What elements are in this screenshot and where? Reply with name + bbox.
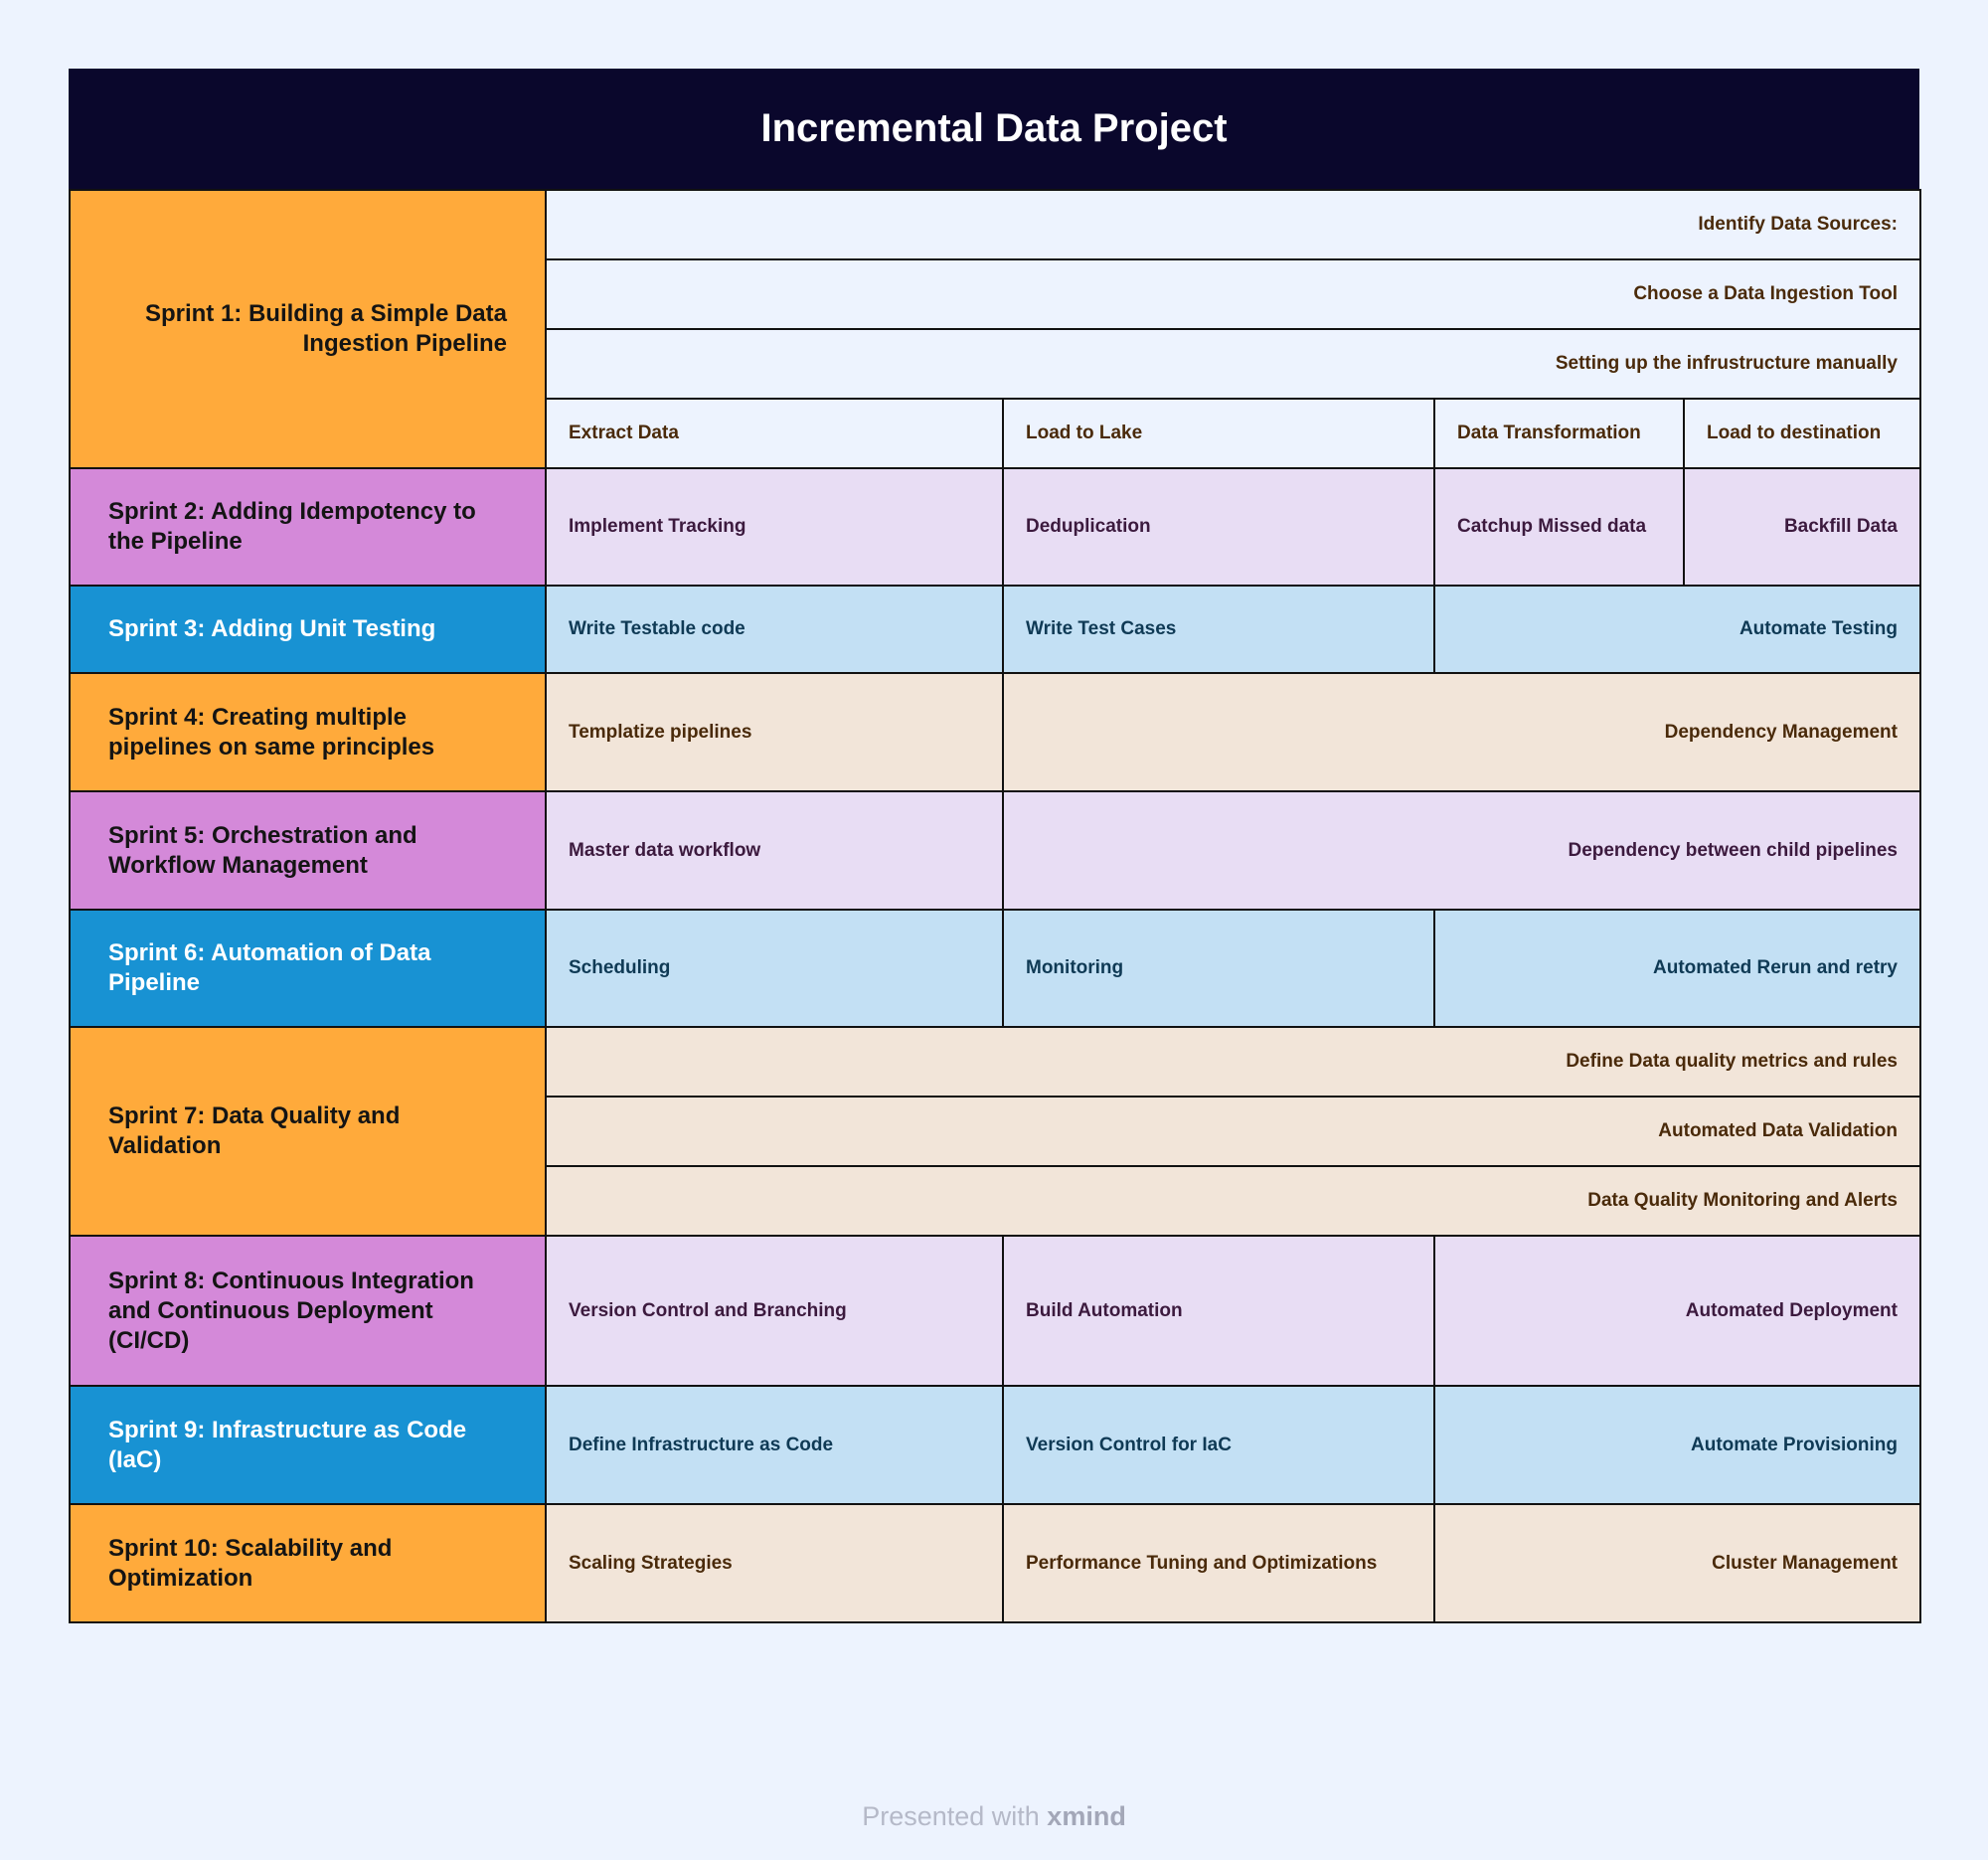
task-cell: Define Data quality metrics and rules [545, 1026, 1921, 1098]
sprint-header: Sprint 8: Continuous Integration and Continuous Deployment (CI/CD) [69, 1235, 547, 1387]
sprint-header: Sprint 4: Creating multiple pipelines on same principles [69, 672, 547, 792]
sprint-header: Sprint 9: Infrastructure as Code (IaC) [69, 1385, 547, 1505]
task-cell: Master data workflow [545, 790, 1004, 911]
task-cell: Extract Data [545, 398, 1004, 469]
sprint-header: Sprint 3: Adding Unit Testing [69, 585, 547, 674]
task-cell: Load to Lake [1002, 398, 1435, 469]
task-cell: Automate Testing [1433, 585, 1921, 674]
task-cell: Data Transformation [1433, 398, 1685, 469]
sprint-header: Sprint 1: Building a Simple Data Ingestion Pipeline [69, 189, 547, 469]
footer-prefix: Presented with [862, 1801, 1048, 1831]
task-cell: Implement Tracking [545, 467, 1004, 587]
task-cell: Dependency Management [1002, 672, 1921, 792]
sprint-header: Sprint 5: Orchestration and Workflow Management [69, 790, 547, 911]
task-cell: Cluster Management [1433, 1503, 1921, 1623]
task-cell: Define Infrastructure as Code [545, 1385, 1004, 1505]
sprint-header: Sprint 2: Adding Idempotency to the Pipeline [69, 467, 547, 587]
page-title: Incremental Data Project [69, 69, 1919, 189]
sprint-header: Sprint 6: Automation of Data Pipeline [69, 909, 547, 1028]
sprint-header: Sprint 10: Scalability and Optimization [69, 1503, 547, 1623]
task-cell: Identify Data Sources: [545, 189, 1921, 260]
task-cell: Choose a Data Ingestion Tool [545, 258, 1921, 330]
task-cell: Version Control and Branching [545, 1235, 1004, 1387]
task-cell: Write Test Cases [1002, 585, 1435, 674]
task-cell: Version Control for IaC [1002, 1385, 1435, 1505]
task-cell: Automate Provisioning [1433, 1385, 1921, 1505]
task-cell: Automated Rerun and retry [1433, 909, 1921, 1028]
task-cell: Dependency between child pipelines [1002, 790, 1921, 911]
task-cell: Build Automation [1002, 1235, 1435, 1387]
task-cell: Catchup Missed data [1433, 467, 1685, 587]
task-cell: Setting up the infrustructure manually [545, 328, 1921, 400]
task-cell: Automated Deployment [1433, 1235, 1921, 1387]
footer-brand: xmind [1047, 1801, 1126, 1831]
sprint-header: Sprint 7: Data Quality and Validation [69, 1026, 547, 1237]
task-cell: Scaling Strategies [545, 1503, 1004, 1623]
task-cell: Scheduling [545, 909, 1004, 1028]
task-cell: Monitoring [1002, 909, 1435, 1028]
task-cell: Backfill Data [1683, 467, 1921, 587]
task-cell: Data Quality Monitoring and Alerts [545, 1165, 1921, 1237]
task-cell: Performance Tuning and Optimizations [1002, 1503, 1435, 1623]
task-cell: Write Testable code [545, 585, 1004, 674]
task-cell: Templatize pipelines [545, 672, 1004, 792]
footer-credit [0, 1801, 1988, 1832]
task-cell: Load to destination [1683, 398, 1921, 469]
task-cell: Deduplication [1002, 467, 1435, 587]
task-cell: Automated Data Validation [545, 1096, 1921, 1167]
